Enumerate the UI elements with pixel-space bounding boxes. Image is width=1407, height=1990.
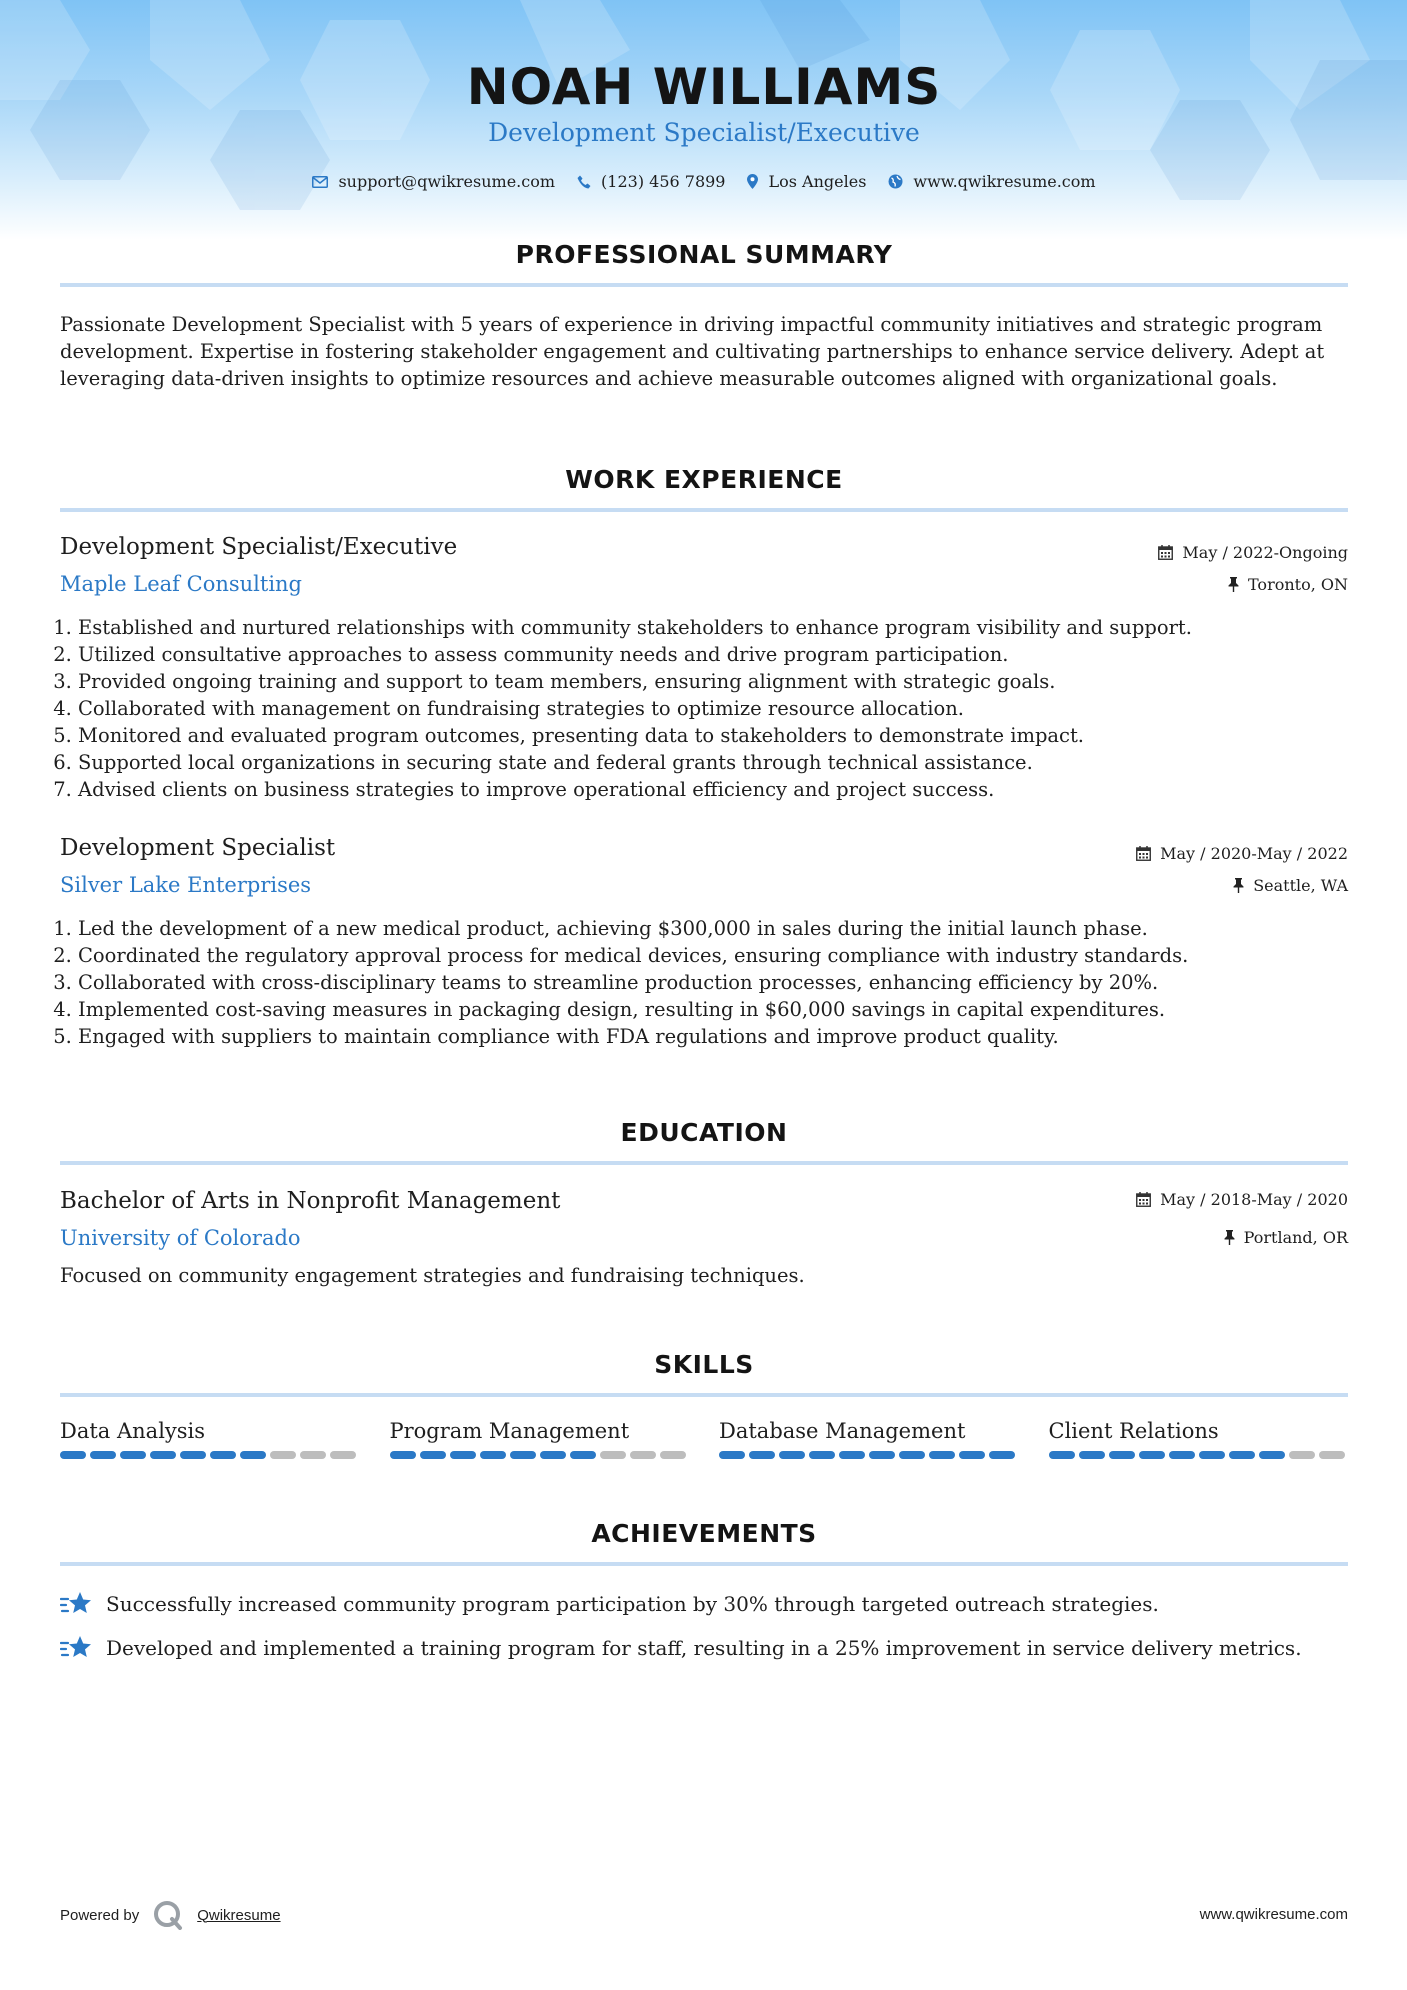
- section-divider: [60, 283, 1348, 287]
- education-dates: [1136, 1190, 1348, 1209]
- powered-by-label: Powered by: [60, 1906, 140, 1924]
- website-text: www.qwikresume.com: [913, 172, 1096, 191]
- list-item: 7. Advised clients on business strategies to improve operational efficiency and project success.: [78, 776, 1366, 803]
- skill-level-dot: [510, 1451, 536, 1459]
- skill-level-dot: [749, 1451, 775, 1459]
- star-award-icon: [60, 1634, 92, 1662]
- skill-level-dot: [1319, 1451, 1345, 1459]
- skill-level-bar: [719, 1451, 1019, 1459]
- company-name: Silver Lake Enterprises: [60, 873, 312, 897]
- location-text: Los Angeles: [768, 172, 867, 191]
- calendar-icon: [1136, 846, 1151, 861]
- skill-level-dot: [869, 1451, 895, 1459]
- job-dates: [1136, 844, 1348, 863]
- skill-name: Program Management: [389, 1419, 630, 1443]
- skill-level-dot: [1199, 1451, 1225, 1459]
- contact-location: [747, 172, 866, 191]
- summary-heading: PROFESSIONAL SUMMARY: [515, 240, 893, 269]
- skill-level-dot: [420, 1451, 446, 1459]
- phone-text: (123) 456 7899: [601, 172, 726, 191]
- skill-level-dot: [210, 1451, 236, 1459]
- calendar-icon: [1158, 545, 1173, 560]
- skill-level-dot: [150, 1451, 176, 1459]
- skill-level-dot: [1259, 1451, 1285, 1459]
- skill-level-dot: [1109, 1451, 1135, 1459]
- education-heading: EDUCATION: [620, 1118, 788, 1147]
- skills-list: [60, 1419, 1348, 1459]
- job-location-text: Toronto, ON: [1248, 575, 1348, 594]
- footer-branding: [60, 1900, 281, 1930]
- skill-item: [60, 1419, 360, 1459]
- list-item: 2. Coordinated the regulatory approval process for medical devices, ensuring compliance with industry standards.: [78, 942, 1366, 969]
- degree-title: Bachelor of Arts in Nonprofit Management: [60, 1188, 561, 1214]
- job-dates: [1158, 543, 1348, 562]
- footer-website[interactable]: www.qwikresume.com: [1199, 1906, 1348, 1923]
- skill-level-dot: [60, 1451, 86, 1459]
- section-divider: [60, 1562, 1348, 1566]
- skill-level-dot: [1139, 1451, 1165, 1459]
- skill-level-dot: [929, 1451, 955, 1459]
- skill-level-dot: [809, 1451, 835, 1459]
- education-location: [1224, 1228, 1348, 1247]
- list-item: 5. Engaged with suppliers to maintain compliance with FDA regulations and improve product quality.: [78, 1023, 1366, 1050]
- skill-level-dot: [570, 1451, 596, 1459]
- skill-level-dot: [330, 1451, 356, 1459]
- skill-level-dot: [270, 1451, 296, 1459]
- skill-level-dot: [240, 1451, 266, 1459]
- job-dates-text: May / 2020-May / 2022: [1160, 844, 1348, 863]
- candidate-name: NOAH WILLIAMS: [466, 58, 942, 116]
- skill-level-dot: [450, 1451, 476, 1459]
- skill-level-dot: [839, 1451, 865, 1459]
- job-location: [1228, 575, 1348, 594]
- section-divider: [60, 1161, 1348, 1165]
- achievement-item: [60, 1634, 1348, 1662]
- contact-phone[interactable]: [577, 172, 725, 191]
- skill-level-dot: [719, 1451, 745, 1459]
- section-divider: [60, 1393, 1348, 1397]
- skill-level-dot: [120, 1451, 146, 1459]
- list-item: 1. Established and nurtured relationships with community stakeholders to enhance program visibility and support.: [78, 614, 1366, 641]
- job-bullets: [60, 614, 1366, 803]
- job-bullets: [60, 915, 1366, 1050]
- skill-level-dot: [600, 1451, 626, 1459]
- job-title: Development Specialist: [60, 835, 336, 861]
- skills-heading: SKILLS: [654, 1350, 754, 1379]
- skill-item: [390, 1419, 690, 1459]
- candidate-title: Development Specialist/Executive: [488, 118, 920, 147]
- list-item: 3. Collaborated with cross-disciplinary teams to streamline production processes, enhancing efficiency by 20%.: [78, 969, 1366, 996]
- skill-level-dot: [899, 1451, 925, 1459]
- list-item: 4. Implemented cost-saving measures in packaging design, resulting in $60,000 savings in capital expenditures.: [78, 996, 1366, 1023]
- pushpin-icon: [1228, 577, 1239, 592]
- section-divider: [60, 508, 1348, 512]
- education-description: Focused on community engagement strategies and fundraising techniques.: [60, 1264, 805, 1287]
- qwikresume-link[interactable]: Qwikresume: [197, 1906, 281, 1924]
- school-name: University of Colorado: [60, 1226, 301, 1250]
- skill-level-dot: [989, 1451, 1015, 1459]
- job-dates-text: May / 2022-Ongoing: [1182, 543, 1348, 562]
- phone-icon: [577, 175, 591, 189]
- calendar-icon: [1136, 1192, 1151, 1207]
- skill-level-dot: [540, 1451, 566, 1459]
- skill-name: Database Management: [719, 1419, 966, 1443]
- list-item: 5. Monitored and evaluated program outcomes, presenting data to stakeholders to demonstrate impact.: [78, 722, 1366, 749]
- email-text: support@qwikresume.com: [338, 172, 556, 191]
- skill-level-dot: [180, 1451, 206, 1459]
- job-location: [1233, 876, 1348, 895]
- map-pin-icon: [747, 174, 758, 189]
- list-item: 6. Supported local organizations in securing state and federal grants through technical assistance.: [78, 749, 1366, 776]
- skill-level-dot: [630, 1451, 656, 1459]
- job-location-text: Seattle, WA: [1253, 876, 1348, 895]
- company-name: Maple Leaf Consulting: [60, 572, 303, 596]
- envelope-icon: [312, 176, 328, 188]
- list-item: 1. Led the development of a new medical product, achieving $300,000 in sales during the initial launch phase.: [78, 915, 1366, 942]
- qwikresume-logo-icon: [153, 1900, 183, 1930]
- contact-bar: [60, 172, 1348, 191]
- skill-level-bar: [60, 1451, 360, 1459]
- achievements-heading: ACHIEVEMENTS: [591, 1519, 817, 1548]
- job-title: Development Specialist/Executive: [60, 534, 458, 560]
- skill-level-dot: [1049, 1451, 1075, 1459]
- skill-item: [1049, 1419, 1349, 1459]
- skill-level-dot: [1229, 1451, 1255, 1459]
- achievement-text: Developed and implemented a training program for staff, resulting in a 25% improvement in service delivery metrics.: [106, 1636, 1302, 1660]
- star-award-icon: [60, 1590, 92, 1618]
- contact-email[interactable]: [312, 172, 555, 191]
- skill-level-dot: [1169, 1451, 1195, 1459]
- list-item: 4. Collaborated with management on fundraising strategies to optimize resource allocation.: [78, 695, 1366, 722]
- achievement-text: Successfully increased community program participation by 30% through targeted outreach strategies.: [106, 1592, 1159, 1616]
- skill-level-bar: [1049, 1451, 1349, 1459]
- summary-text: Passionate Development Specialist with 5 years of experience in driving impactful community initiatives and strategic program development. Expertise in fostering stakeholder engagement and cultivating partnerships to enhance service delivery. Adept at leveraging data-driven insights to optimize resources and achieve measurable outcomes aligned with organizational goals.: [60, 313, 1325, 390]
- skill-level-dot: [1079, 1451, 1105, 1459]
- skill-level-dot: [300, 1451, 326, 1459]
- skill-level-dot: [779, 1451, 805, 1459]
- skill-name: Client Relations: [1048, 1419, 1219, 1443]
- contact-website[interactable]: [888, 172, 1095, 191]
- skill-level-bar: [390, 1451, 690, 1459]
- achievement-item: [60, 1590, 1348, 1618]
- skill-item: [719, 1419, 1019, 1459]
- education-location-text: Portland, OR: [1243, 1228, 1348, 1247]
- skill-level-dot: [90, 1451, 116, 1459]
- skill-name: Data Analysis: [60, 1419, 206, 1443]
- skill-level-dot: [660, 1451, 686, 1459]
- education-dates-text: May / 2018-May / 2020: [1160, 1190, 1348, 1209]
- globe-icon: [888, 174, 903, 189]
- list-item: 2. Utilized consultative approaches to assess community needs and drive program participation.: [78, 641, 1366, 668]
- skill-level-dot: [959, 1451, 985, 1459]
- pushpin-icon: [1233, 878, 1244, 893]
- list-item: 3. Provided ongoing training and support to team members, ensuring alignment with strategic goals.: [78, 668, 1366, 695]
- skill-level-dot: [390, 1451, 416, 1459]
- skill-level-dot: [1289, 1451, 1315, 1459]
- skill-level-dot: [480, 1451, 506, 1459]
- pushpin-icon: [1224, 1230, 1235, 1245]
- experience-heading: WORK EXPERIENCE: [565, 465, 843, 494]
